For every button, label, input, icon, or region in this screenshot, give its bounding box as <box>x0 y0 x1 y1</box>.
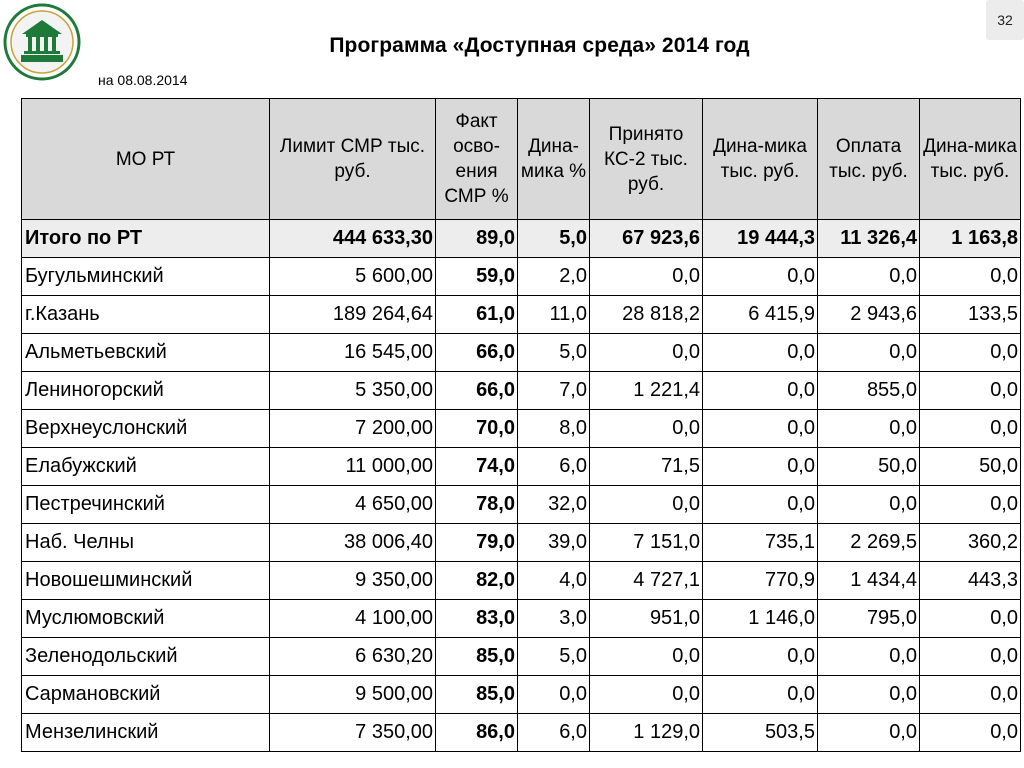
table-cell: 360,2 <box>920 524 1021 562</box>
table-row <box>22 334 1021 372</box>
column-header: Дина-мика % <box>518 99 590 220</box>
table-cell: 38 006,40 <box>270 524 436 562</box>
table-cell: 7 151,0 <box>590 524 703 562</box>
table-cell: 0,0 <box>818 714 920 752</box>
table-cell: 1 129,0 <box>590 714 703 752</box>
table-cell: 951,0 <box>590 600 703 638</box>
table-cell: 6,0 <box>518 448 590 486</box>
table-cell: 1 221,4 <box>590 372 703 410</box>
table-cell: 0,0 <box>703 334 818 372</box>
table-cell: 4 100,00 <box>270 600 436 638</box>
table-cell: Новошешминский <box>22 562 270 600</box>
table-cell: 0,0 <box>920 410 1021 448</box>
table-cell: 89,0 <box>436 220 518 258</box>
date-note: на 08.08.2014 <box>98 72 188 88</box>
table-row <box>22 562 1021 600</box>
table-cell: 0,0 <box>818 258 920 296</box>
column-header: МО РТ <box>22 99 270 220</box>
table-row <box>22 638 1021 676</box>
table-cell: 0,0 <box>818 334 920 372</box>
table-cell: Итого по РТ <box>22 220 270 258</box>
table-row <box>22 486 1021 524</box>
table-cell: 0,0 <box>703 372 818 410</box>
table-cell: 6 630,20 <box>270 638 436 676</box>
table-cell: 83,0 <box>436 600 518 638</box>
table-cell: 3,0 <box>518 600 590 638</box>
table-cell: 67 923,6 <box>590 220 703 258</box>
table-row <box>22 296 1021 334</box>
table-cell: 7,0 <box>518 372 590 410</box>
table-cell: Елабужский <box>22 448 270 486</box>
table-cell: 0,0 <box>703 486 818 524</box>
table-cell: 4 650,00 <box>270 486 436 524</box>
table-cell: Лениногорский <box>22 372 270 410</box>
total-row <box>22 220 1021 258</box>
table-cell: 9 500,00 <box>270 676 436 714</box>
table-cell: 0,0 <box>590 638 703 676</box>
table-cell: 0,0 <box>590 486 703 524</box>
table-cell: 5,0 <box>518 220 590 258</box>
table-cell: 2 269,5 <box>818 524 920 562</box>
table-cell: 50,0 <box>920 448 1021 486</box>
table-cell: 7 350,00 <box>270 714 436 752</box>
table-cell: Муслюмовский <box>22 600 270 638</box>
table-cell: Бугульминский <box>22 258 270 296</box>
table-cell: 9 350,00 <box>270 562 436 600</box>
table-cell: 0,0 <box>920 334 1021 372</box>
table-cell: 444 633,30 <box>270 220 436 258</box>
table-cell: 59,0 <box>436 258 518 296</box>
table-cell: 78,0 <box>436 486 518 524</box>
table-cell: 443,3 <box>920 562 1021 600</box>
column-header: Дина-мика тыс. руб. <box>703 99 818 220</box>
table-cell: 5 350,00 <box>270 372 436 410</box>
table-cell: 0,0 <box>590 676 703 714</box>
table-cell: 1 146,0 <box>703 600 818 638</box>
table-cell: 5,0 <box>518 638 590 676</box>
table-cell: 189 264,64 <box>270 296 436 334</box>
table-cell: 19 444,3 <box>703 220 818 258</box>
page-title: Программа «Доступная среда» 2014 год <box>329 34 750 57</box>
column-header: Дина-мика тыс. руб. <box>920 99 1021 220</box>
table-cell: 6,0 <box>518 714 590 752</box>
table-cell: 0,0 <box>590 258 703 296</box>
table-cell: 0,0 <box>920 258 1021 296</box>
column-header: Лимит СМР тыс. руб. <box>270 99 436 220</box>
table-cell: Наб. Челны <box>22 524 270 562</box>
table-cell: Зеленодольский <box>22 638 270 676</box>
table-cell: 770,9 <box>703 562 818 600</box>
table-cell: 0,0 <box>818 410 920 448</box>
table-cell: 0,0 <box>703 410 818 448</box>
table-cell: 39,0 <box>518 524 590 562</box>
table-cell: 61,0 <box>436 296 518 334</box>
column-header: Факт осво-ения СМР % <box>436 99 518 220</box>
data-table <box>21 98 1021 752</box>
table-cell: Сармановский <box>22 676 270 714</box>
table-cell: Верхнеуслонский <box>22 410 270 448</box>
table-cell: 0,0 <box>818 486 920 524</box>
column-header: Оплата тыс. руб. <box>818 99 920 220</box>
column-header: Принято КС-2 тыс. руб. <box>590 99 703 220</box>
table-cell: 28 818,2 <box>590 296 703 334</box>
table-cell: 0,0 <box>590 410 703 448</box>
table-cell: 11 326,4 <box>818 220 920 258</box>
table-cell: 66,0 <box>436 372 518 410</box>
table-cell: 0,0 <box>818 638 920 676</box>
table-cell: 4,0 <box>518 562 590 600</box>
table-cell: 0,0 <box>703 676 818 714</box>
table-cell: 0,0 <box>920 638 1021 676</box>
table-cell: 0,0 <box>920 600 1021 638</box>
table-cell: 86,0 <box>436 714 518 752</box>
table-cell: 2 943,6 <box>818 296 920 334</box>
table-cell: 16 545,00 <box>270 334 436 372</box>
table-row <box>22 714 1021 752</box>
table-cell: 0,0 <box>703 638 818 676</box>
table-cell: 85,0 <box>436 676 518 714</box>
table-cell: 50,0 <box>818 448 920 486</box>
table-cell: 11,0 <box>518 296 590 334</box>
table-cell: 7 200,00 <box>270 410 436 448</box>
table-row <box>22 448 1021 486</box>
table-cell: 795,0 <box>818 600 920 638</box>
table-cell: 0,0 <box>920 676 1021 714</box>
table-cell: 0,0 <box>518 676 590 714</box>
table-row <box>22 600 1021 638</box>
table-cell: 8,0 <box>518 410 590 448</box>
table-cell: 0,0 <box>920 372 1021 410</box>
table-cell: 133,5 <box>920 296 1021 334</box>
table-cell: 66,0 <box>436 334 518 372</box>
table-cell: 503,5 <box>703 714 818 752</box>
table-cell: 0,0 <box>703 258 818 296</box>
table-row <box>22 524 1021 562</box>
table-cell: 4 727,1 <box>590 562 703 600</box>
table-cell: Пестречинский <box>22 486 270 524</box>
table-cell: 82,0 <box>436 562 518 600</box>
table-cell: 5 600,00 <box>270 258 436 296</box>
slide-number: 32 <box>986 0 1024 40</box>
table-cell: 74,0 <box>436 448 518 486</box>
table-cell: 0,0 <box>920 486 1021 524</box>
table-cell: 0,0 <box>818 676 920 714</box>
table-cell: 0,0 <box>920 714 1021 752</box>
table-row <box>22 258 1021 296</box>
table-cell: 0,0 <box>703 448 818 486</box>
table-cell: 85,0 <box>436 638 518 676</box>
table-row <box>22 372 1021 410</box>
table-cell: 6 415,9 <box>703 296 818 334</box>
table-cell: 2,0 <box>518 258 590 296</box>
table-cell: 0,0 <box>590 334 703 372</box>
table-cell: 79,0 <box>436 524 518 562</box>
table-cell: г.Казань <box>22 296 270 334</box>
table-row <box>22 676 1021 714</box>
table-cell: 855,0 <box>818 372 920 410</box>
table-cell: 1 163,8 <box>920 220 1021 258</box>
table-cell: Мензелинский <box>22 714 270 752</box>
table-cell: 32,0 <box>518 486 590 524</box>
table-cell: 1 434,4 <box>818 562 920 600</box>
table-header-row <box>22 99 1021 220</box>
table-cell: 5,0 <box>518 334 590 372</box>
table-cell: Альметьевский <box>22 334 270 372</box>
table-row <box>22 410 1021 448</box>
table-cell: 11 000,00 <box>270 448 436 486</box>
table-cell: 71,5 <box>590 448 703 486</box>
table-cell: 70,0 <box>436 410 518 448</box>
table-cell: 735,1 <box>703 524 818 562</box>
